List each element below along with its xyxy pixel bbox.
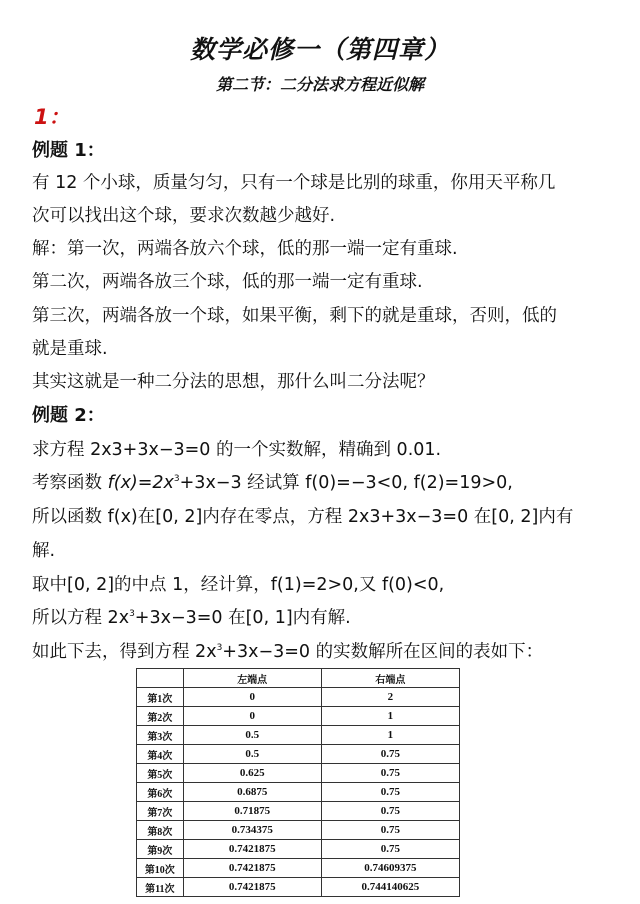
left-endpoint: 0.734375 — [183, 821, 321, 840]
example2-line6-exp: 3 — [129, 609, 135, 619]
example2-line2-fx: f(x)=2x — [107, 473, 174, 493]
section-number: 1： — [34, 105, 70, 129]
page-subtitle: 第二节：二分法求方程近似解 — [215, 75, 424, 94]
example2-heading: 例题 2： — [32, 405, 105, 426]
row-label: 第5次 — [137, 764, 184, 783]
table-header-cell: 右端点 — [321, 669, 459, 688]
bisection-table — [136, 668, 460, 897]
left-endpoint: 0.7421875 — [183, 859, 321, 878]
example1-line4: 第二次，两端各放三个球，低的那一端一定有重球. — [32, 272, 423, 292]
example2-line3 — [32, 505, 622, 529]
right-endpoint: 1 — [321, 707, 459, 726]
example2-line6 — [32, 606, 622, 630]
example2-line6-text-b: +3x−3=0 在[0, 1]内有解. — [134, 608, 351, 628]
example2-line2-text-b: +3x−3 经试算 — [179, 473, 300, 493]
table-header-row — [137, 669, 460, 688]
table-row — [137, 726, 460, 745]
table-row — [137, 821, 460, 840]
example1-heading: 例题 1： — [32, 140, 105, 161]
table-row — [137, 783, 460, 802]
table-row — [137, 688, 460, 707]
table-row — [137, 802, 460, 821]
example2-line1: 求方程 2x3+3x−3=0 的一个实数解，精确到 0.01. — [32, 440, 442, 460]
example2-line2 — [32, 471, 622, 495]
table-row — [137, 840, 460, 859]
example2-line2-text-a: 考察函数 — [32, 473, 102, 493]
left-endpoint: 0.625 — [183, 764, 321, 783]
left-endpoint: 0.5 — [183, 745, 321, 764]
right-endpoint: 0.75 — [321, 840, 459, 859]
table-row — [137, 745, 460, 764]
table-row — [137, 859, 460, 878]
example1-line7: 其实这就是一种二分法的思想，那什么叫二分法呢？ — [32, 372, 435, 392]
table-row — [137, 707, 460, 726]
table-row — [137, 878, 460, 897]
right-endpoint: 0.75 — [321, 783, 459, 802]
row-label: 第11次 — [137, 878, 184, 897]
row-label: 第4次 — [137, 745, 184, 764]
row-label: 第2次 — [137, 707, 184, 726]
right-endpoint: 0.75 — [321, 802, 459, 821]
left-endpoint: 0.71875 — [183, 802, 321, 821]
example2-line3-text-a: 所以函数 — [32, 507, 102, 527]
example2-line7 — [32, 640, 622, 664]
example1-line2: 次可以找出这个球，要求次数越少越好. — [32, 206, 336, 226]
example2-line7-text-b: +3x−3=0 的实数解所在区间的表如下： — [222, 642, 544, 662]
example2-line4: 解. — [32, 541, 56, 561]
row-label: 第7次 — [137, 802, 184, 821]
example2-line2-f0: f(0)=−3<0, — [305, 473, 409, 493]
table-header-cell: 左端点 — [183, 669, 321, 688]
row-label: 第1次 — [137, 688, 184, 707]
example2-line5 — [32, 573, 622, 597]
example1-line3: 解：第一次，两端各放六个球，低的那一端一定有重球. — [32, 239, 458, 259]
left-endpoint: 0.7421875 — [183, 840, 321, 859]
left-endpoint: 0.6875 — [183, 783, 321, 802]
left-endpoint: 0.7421875 — [183, 878, 321, 897]
right-endpoint: 0.75 — [321, 764, 459, 783]
page-title: 数学必修一（第四章） — [189, 35, 450, 64]
right-endpoint: 1 — [321, 726, 459, 745]
example2-line3-text-b: f(x)在[0, 2]内存在零点，方程 2x3+3x−3=0 在[0, 2]内有 — [107, 507, 574, 527]
right-endpoint: 2 — [321, 688, 459, 707]
example2-line5-text-a: 取中[0, 2]的中点 1，经计算， — [32, 575, 271, 595]
right-endpoint: 0.74609375 — [321, 859, 459, 878]
example2-line7-text-a: 如此下去，得到方程 2x — [32, 642, 217, 662]
left-endpoint: 0 — [183, 707, 321, 726]
table-row — [137, 764, 460, 783]
right-endpoint: 0.75 — [321, 745, 459, 764]
left-endpoint: 0.5 — [183, 726, 321, 745]
right-endpoint: 0.75 — [321, 821, 459, 840]
example2-line7-exp: 3 — [216, 643, 223, 653]
row-label: 第9次 — [137, 840, 184, 859]
example2-line6-text-a: 所以方程 2x — [32, 608, 130, 628]
example2-line2-exp: 3 — [173, 474, 180, 484]
example2-line5-f0: f(0)<0, — [381, 575, 445, 595]
example1-line1: 有 12 个小球，质量匀匀，只有一个球是比别的球重，你用天平称几 — [32, 173, 556, 193]
example2-line5-f1: f(1)=2>0,又 — [270, 575, 377, 595]
example2-line2-f2: f(2)=19>0, — [413, 473, 513, 493]
row-label: 第6次 — [137, 783, 184, 802]
example1-line5: 第三次，两端各放一个球，如果平衡，剩下的就是重球，否则，低的 — [32, 306, 557, 326]
right-endpoint: 0.744140625 — [321, 878, 459, 897]
left-endpoint: 0 — [183, 688, 321, 707]
row-label: 第3次 — [137, 726, 184, 745]
row-label: 第10次 — [137, 859, 184, 878]
table-header-cell — [137, 669, 184, 688]
row-label: 第8次 — [137, 821, 184, 840]
example1-line6: 就是重球. — [32, 339, 108, 359]
